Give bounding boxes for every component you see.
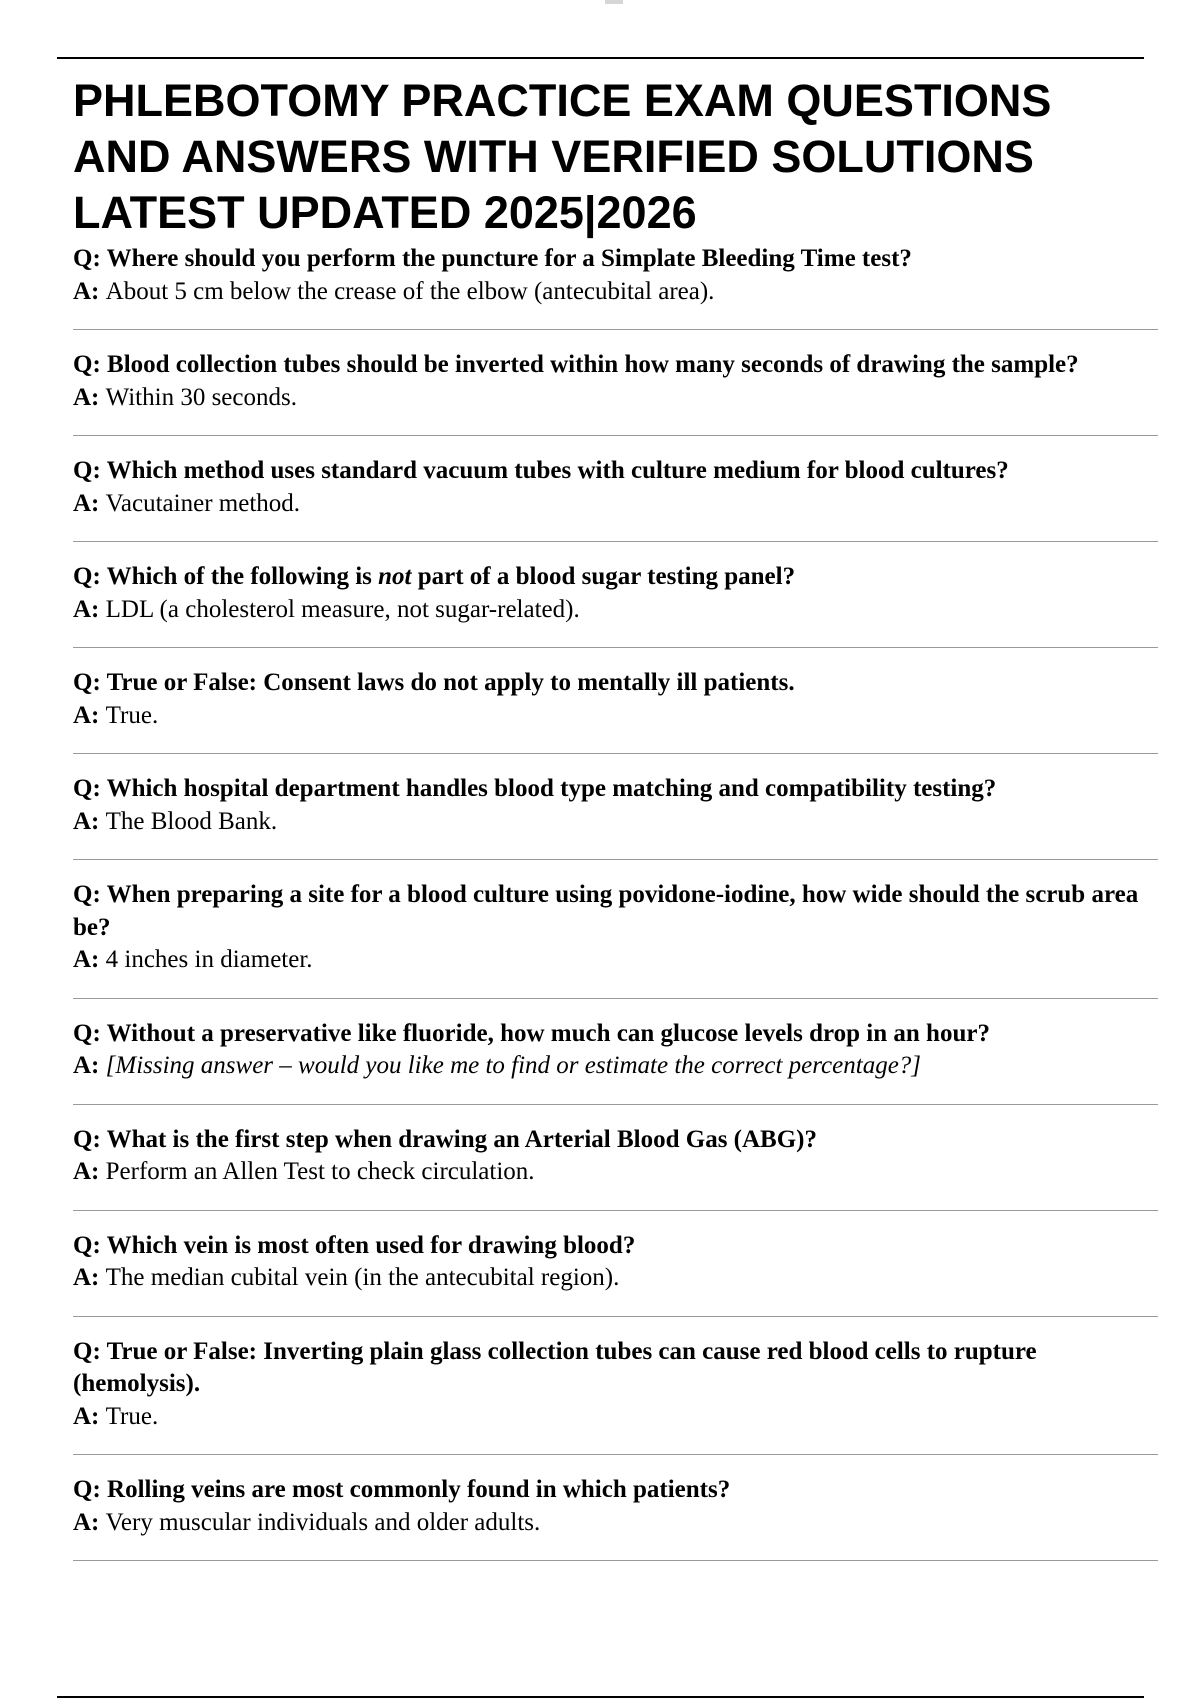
question-text: Which hospital department handles blood type matching and compatibility testing? bbox=[106, 775, 997, 802]
answer-text: The Blood Bank. bbox=[105, 807, 278, 835]
title-line-2: AND ANSWERS WITH VERIFIED SOLUTIONS bbox=[73, 131, 1034, 182]
answer-text: Very muscular individuals and older adults. bbox=[105, 1508, 541, 1536]
answer-1 bbox=[73, 276, 1158, 309]
question-text: Which method uses standard vacuum tubes with culture medium for blood cultures? bbox=[106, 457, 1009, 484]
answer-8 bbox=[73, 1050, 1158, 1083]
question-prefix: Q: bbox=[73, 563, 107, 590]
qa-item-2 bbox=[73, 349, 1158, 436]
answer-prefix: A: bbox=[73, 1402, 106, 1430]
answer-prefix: A: bbox=[73, 1264, 106, 1291]
answer-text: Vacutainer method. bbox=[105, 489, 301, 517]
answer-text: About 5 cm below the crease of the elbow (antecubital area). bbox=[105, 277, 715, 305]
question-6 bbox=[73, 773, 1158, 806]
qa-item-10 bbox=[73, 1230, 1158, 1317]
question-11 bbox=[73, 1336, 1158, 1401]
question-10 bbox=[73, 1230, 1158, 1263]
answer-4 bbox=[73, 594, 1158, 627]
question-prefix: Q: bbox=[73, 1231, 107, 1259]
question-text: When preparing a site for a blood culture using povidone-iodine, how wide should the scrub area be? bbox=[73, 881, 1139, 941]
question-prefix: Q: bbox=[73, 457, 107, 484]
question-2 bbox=[73, 349, 1158, 382]
question-text-after: part of a blood sugar testing panel? bbox=[411, 563, 796, 590]
question-prefix: Q: bbox=[73, 1019, 107, 1047]
answer-7 bbox=[73, 944, 1158, 977]
answer-text: True. bbox=[105, 1402, 159, 1430]
question-text: True or False: Consent laws do not apply to mentally ill patients. bbox=[106, 669, 795, 696]
qa-list bbox=[73, 243, 1158, 1561]
header-rule bbox=[57, 57, 1144, 59]
answer-3 bbox=[73, 488, 1158, 521]
question-prefix: Q: bbox=[73, 1125, 107, 1153]
answer-prefix: A: bbox=[73, 701, 106, 729]
answer-text: 4 inches in diameter. bbox=[105, 946, 313, 973]
title-line-3: LATEST UPDATED 2025|2026 bbox=[73, 187, 697, 238]
qa-item-11 bbox=[73, 1336, 1158, 1456]
document-title bbox=[73, 73, 1158, 241]
footer-rule bbox=[57, 1696, 1144, 1698]
question-4 bbox=[73, 561, 1158, 594]
answer-prefix: A: bbox=[73, 1052, 106, 1079]
answer-prefix: A: bbox=[73, 595, 106, 623]
answer-text-missing: [Missing answer – would you like me to find or estimate the correct percentage?] bbox=[105, 1052, 922, 1079]
answer-prefix: A: bbox=[73, 1158, 106, 1185]
answer-text: True. bbox=[105, 701, 159, 729]
answer-prefix: A: bbox=[73, 383, 106, 411]
question-3 bbox=[73, 455, 1158, 488]
question-12 bbox=[73, 1474, 1158, 1507]
qa-item-6 bbox=[73, 773, 1158, 860]
question-text: Rolling veins are most commonly found in which patients? bbox=[107, 1476, 731, 1503]
qa-item-4 bbox=[73, 561, 1158, 648]
question-5 bbox=[73, 667, 1158, 700]
document-body bbox=[73, 73, 1158, 1580]
question-text: Where should you perform the puncture for a Simplate Bleeding Time test? bbox=[106, 245, 912, 272]
answer-12 bbox=[73, 1507, 1158, 1540]
answer-prefix: A: bbox=[73, 1508, 106, 1536]
page-top-marker bbox=[605, 0, 623, 4]
question-prefix: Q: bbox=[73, 669, 107, 696]
question-9 bbox=[73, 1124, 1158, 1157]
question-text: Without a preservative like fluoride, how much can glucose levels drop in an hour? bbox=[106, 1019, 990, 1047]
answer-10 bbox=[73, 1262, 1158, 1295]
answer-text: Within 30 seconds. bbox=[105, 383, 297, 411]
question-text: Blood collection tubes should be inverted within how many seconds of drawing the sample? bbox=[107, 351, 1079, 378]
question-prefix: Q: bbox=[73, 775, 107, 802]
qa-item-3 bbox=[73, 455, 1158, 542]
question-text: Which vein is most often used for drawing blood? bbox=[106, 1231, 636, 1259]
answer-9 bbox=[73, 1156, 1158, 1189]
question-text: What is the first step when drawing an Arterial Blood Gas (ABG)? bbox=[106, 1125, 818, 1153]
question-text: True or False: Inverting plain glass collection tubes can cause red blood cells to rupture (hemolysis). bbox=[73, 1337, 1037, 1397]
question-8 bbox=[73, 1018, 1158, 1051]
qa-item-1 bbox=[73, 243, 1158, 330]
question-prefix: Q: bbox=[73, 1337, 107, 1365]
question-prefix: Q: bbox=[73, 351, 108, 378]
answer-prefix: A: bbox=[73, 807, 106, 835]
qa-item-7 bbox=[73, 879, 1158, 999]
question-1 bbox=[73, 243, 1158, 276]
qa-item-9 bbox=[73, 1124, 1158, 1211]
answer-prefix: A: bbox=[73, 489, 106, 517]
answer-text: LDL (a cholesterol measure, not sugar-related). bbox=[105, 595, 580, 623]
answer-text: The median cubital vein (in the antecubital region). bbox=[105, 1264, 620, 1291]
question-prefix: Q: bbox=[73, 881, 107, 908]
question-prefix: Q: bbox=[73, 1476, 108, 1503]
title-line-1: PHLEBOTOMY PRACTICE EXAM QUESTIONS bbox=[73, 75, 1052, 126]
question-prefix: Q: bbox=[73, 245, 107, 272]
answer-2 bbox=[73, 382, 1158, 415]
answer-6 bbox=[73, 806, 1158, 839]
qa-item-5 bbox=[73, 667, 1158, 754]
qa-item-8 bbox=[73, 1018, 1158, 1105]
answer-prefix: A: bbox=[73, 277, 106, 305]
answer-5 bbox=[73, 700, 1158, 733]
question-text-before: Which of the following is bbox=[106, 563, 379, 590]
qa-item-12 bbox=[73, 1474, 1158, 1561]
question-emphasis: not bbox=[378, 563, 412, 590]
answer-11 bbox=[73, 1401, 1158, 1434]
question-7 bbox=[73, 879, 1158, 944]
answer-prefix: A: bbox=[73, 946, 106, 973]
answer-text: Perform an Allen Test to check circulation. bbox=[105, 1158, 535, 1185]
